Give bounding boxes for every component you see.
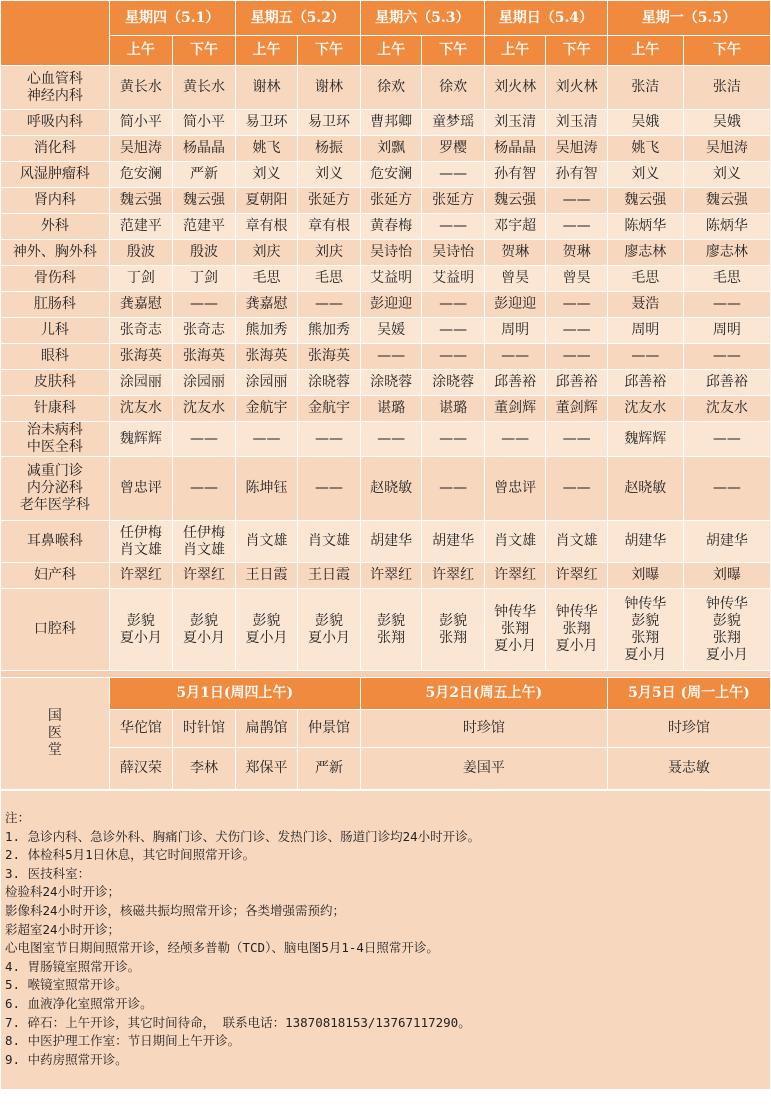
doctor-cell: 刘义 bbox=[607, 162, 683, 188]
doctor-cell: 曾忠评 bbox=[484, 457, 546, 521]
doctor-cell: 涂晓蓉 bbox=[360, 370, 422, 396]
doctor-cell: 吴诗怡 bbox=[360, 240, 422, 266]
doctor-cell: 肖文雄 bbox=[484, 521, 546, 563]
doctor-cell: 许翠红 bbox=[109, 563, 173, 589]
doctor-cell: 魏云强 bbox=[109, 188, 173, 214]
notes-section bbox=[0, 790, 771, 1090]
guoyi-doctor: 聂志敏 bbox=[607, 748, 770, 790]
doctor-cell: 肖文雄 bbox=[298, 521, 361, 563]
doctor-cell: —— bbox=[683, 422, 770, 457]
doctor-cell: —— bbox=[546, 422, 608, 457]
guoyi-hall: 仲景馆 bbox=[298, 710, 361, 748]
doctor-cell: 危安澜 bbox=[109, 162, 173, 188]
guoyi-doctor: 李林 bbox=[173, 748, 236, 790]
guoyi-hall-row bbox=[1, 710, 771, 748]
pm-header: 下午 bbox=[683, 36, 770, 66]
doctor-cell: —— bbox=[360, 422, 422, 457]
doctor-cell: —— bbox=[422, 292, 485, 318]
doctor-cell: 张延方 bbox=[422, 188, 485, 214]
doctor-cell: 任伊梅 肖文雄 bbox=[109, 521, 173, 563]
doctor-cell: 刘玉清 bbox=[546, 110, 608, 136]
guoyi-doctor: 郑保平 bbox=[235, 748, 298, 790]
doctor-cell: 易卫环 bbox=[298, 110, 361, 136]
doctor-cell: 王日霞 bbox=[298, 563, 361, 589]
department-name: 消化科 bbox=[1, 136, 110, 162]
doctor-cell: 邱善裕 bbox=[607, 370, 683, 396]
pm-header: 下午 bbox=[173, 36, 236, 66]
day-header: 星期六（5.3） bbox=[360, 1, 484, 36]
doctor-cell: 涂晓蓉 bbox=[298, 370, 361, 396]
doctor-cell: 魏云强 bbox=[173, 188, 236, 214]
note-line: 彩超室24小时开诊； bbox=[5, 921, 121, 937]
table-row bbox=[1, 521, 771, 563]
doctor-cell: 丁剑 bbox=[109, 266, 173, 292]
doctor-cell: 王日霞 bbox=[235, 563, 298, 589]
am-header: 上午 bbox=[484, 36, 546, 66]
doctor-cell: 龚嘉慰 bbox=[109, 292, 173, 318]
doctor-cell: —— bbox=[546, 214, 608, 240]
doctor-cell: 胡建华 bbox=[422, 521, 485, 563]
doctor-cell: 陈炳华 bbox=[683, 214, 770, 240]
guoyi-header-row bbox=[1, 678, 771, 710]
department-name: 骨伤科 bbox=[1, 266, 110, 292]
doctor-cell: 丁剑 bbox=[173, 266, 236, 292]
doctor-cell: 彭迎迎 bbox=[360, 292, 422, 318]
doctor-cell: 肖文雄 bbox=[235, 521, 298, 563]
doctor-cell: 涂园丽 bbox=[235, 370, 298, 396]
doctor-cell: 张海英 bbox=[173, 344, 236, 370]
doctor-cell: 罗樱 bbox=[422, 136, 485, 162]
note-line: 心电图室节日期间照常开诊，经颅多普勒（TCD）、脑电图5月1-4日照常开诊。 bbox=[5, 940, 439, 956]
doctor-cell: 邱善裕 bbox=[484, 370, 546, 396]
doctor-cell: 张奇志 bbox=[109, 318, 173, 344]
department-name: 眼科 bbox=[1, 344, 110, 370]
pm-header: 下午 bbox=[298, 36, 361, 66]
doctor-cell: 钟传华 张翔 夏小月 bbox=[484, 589, 546, 671]
doctor-cell: 毛思 bbox=[235, 266, 298, 292]
doctor-cell: —— bbox=[173, 457, 236, 521]
spacer-row bbox=[1, 671, 771, 678]
doctor-cell: 沈友水 bbox=[109, 396, 173, 422]
doctor-cell: 谢林 bbox=[235, 66, 298, 110]
doctor-cell: —— bbox=[546, 188, 608, 214]
doctor-cell: 彭迎迎 bbox=[484, 292, 546, 318]
doctor-cell: 周明 bbox=[607, 318, 683, 344]
doctor-cell: 张海英 bbox=[298, 344, 361, 370]
doctor-cell: 曹邦卿 bbox=[360, 110, 422, 136]
doctor-cell: 张奇志 bbox=[173, 318, 236, 344]
doctor-cell: —— bbox=[422, 344, 485, 370]
doctor-cell: 彭貌 夏小月 bbox=[298, 589, 361, 671]
doctor-cell: 熊加秀 bbox=[298, 318, 361, 344]
pm-header: 下午 bbox=[422, 36, 485, 66]
session-header-row bbox=[1, 36, 771, 66]
doctor-cell: —— bbox=[173, 292, 236, 318]
doctor-cell: 董剑辉 bbox=[546, 396, 608, 422]
doctor-cell: 魏云强 bbox=[607, 188, 683, 214]
department-name: 口腔科 bbox=[1, 589, 110, 671]
doctor-cell: 赵晓敏 bbox=[607, 457, 683, 521]
guoyi-title: 国 医 堂 bbox=[1, 678, 110, 790]
doctor-cell: 章有根 bbox=[298, 214, 361, 240]
corner-cell bbox=[1, 1, 110, 66]
doctor-cell: —— bbox=[235, 422, 298, 457]
doctor-cell: 曾昊 bbox=[546, 266, 608, 292]
department-name: 神外、胸外科 bbox=[1, 240, 110, 266]
note-line: 7. 碎石：上午开诊，其它时间待命， 联系电话：13870818153/13767117290。 bbox=[5, 1014, 471, 1030]
doctor-cell: 徐欢 bbox=[422, 66, 485, 110]
table-row bbox=[1, 563, 771, 589]
doctor-cell: 许翠红 bbox=[173, 563, 236, 589]
doctor-cell: 刘曝 bbox=[683, 563, 770, 589]
doctor-cell: 吴旭涛 bbox=[683, 136, 770, 162]
doctor-cell: 刘义 bbox=[298, 162, 361, 188]
doctor-cell: 童梦瑶 bbox=[422, 110, 485, 136]
doctor-cell: 魏辉辉 bbox=[109, 422, 173, 457]
doctor-cell: 胡建华 bbox=[683, 521, 770, 563]
note-line: 5. 喉镜室照常开诊。 bbox=[5, 977, 128, 993]
day-header: 星期五（5.2） bbox=[235, 1, 360, 36]
doctor-cell: 贺琳 bbox=[484, 240, 546, 266]
note-line: 8. 中医护理工作室：节日期间上午开诊。 bbox=[5, 1033, 241, 1049]
doctor-cell: 彭貌 夏小月 bbox=[173, 589, 236, 671]
doctor-cell: —— bbox=[298, 457, 361, 521]
doctor-cell: 夏朝阳 bbox=[235, 188, 298, 214]
doctor-cell: —— bbox=[422, 162, 485, 188]
table-row bbox=[1, 292, 771, 318]
pm-header: 下午 bbox=[546, 36, 608, 66]
am-header: 上午 bbox=[360, 36, 422, 66]
doctor-cell: 谌璐 bbox=[360, 396, 422, 422]
doctor-cell: —— bbox=[546, 292, 608, 318]
doctor-cell: 艾益明 bbox=[422, 266, 485, 292]
doctor-cell: 谌璐 bbox=[422, 396, 485, 422]
doctor-cell: 孙有智 bbox=[546, 162, 608, 188]
table-row bbox=[1, 110, 771, 136]
doctor-cell: 聂浩 bbox=[607, 292, 683, 318]
am-header: 上午 bbox=[109, 36, 173, 66]
doctor-cell: —— bbox=[422, 457, 485, 521]
doctor-cell: 魏云强 bbox=[683, 188, 770, 214]
doctor-cell: 毛思 bbox=[607, 266, 683, 292]
doctor-cell: 黄长水 bbox=[173, 66, 236, 110]
doctor-cell: 谢林 bbox=[298, 66, 361, 110]
doctor-cell: 刘玉清 bbox=[484, 110, 546, 136]
doctor-cell: 杨晶晶 bbox=[484, 136, 546, 162]
doctor-cell: 肖文雄 bbox=[546, 521, 608, 563]
doctor-cell: 简小平 bbox=[173, 110, 236, 136]
doctor-cell: 贺琳 bbox=[546, 240, 608, 266]
guoyi-doctor: 薛汉荣 bbox=[109, 748, 173, 790]
table-row bbox=[1, 162, 771, 188]
table-row bbox=[1, 396, 771, 422]
doctor-cell: 黄春梅 bbox=[360, 214, 422, 240]
doctor-cell: 廖志林 bbox=[607, 240, 683, 266]
note-line: 1. 急诊内科、急诊外科、胸痛门诊、犬伤门诊、发热门诊、肠道门诊均24小时开诊。 bbox=[5, 828, 481, 844]
doctor-cell: 孙有智 bbox=[484, 162, 546, 188]
doctor-cell: 涂园丽 bbox=[109, 370, 173, 396]
doctor-cell: 张海英 bbox=[235, 344, 298, 370]
doctor-cell: 许翠红 bbox=[360, 563, 422, 589]
doctor-cell: 陈坤钰 bbox=[235, 457, 298, 521]
doctor-cell: 范建平 bbox=[109, 214, 173, 240]
table-row bbox=[1, 370, 771, 396]
doctor-cell: —— bbox=[607, 344, 683, 370]
am-header: 上午 bbox=[607, 36, 683, 66]
doctor-cell: 涂园丽 bbox=[173, 370, 236, 396]
table-row bbox=[1, 318, 771, 344]
doctor-cell: 许翠红 bbox=[422, 563, 485, 589]
doctor-cell: 龚嘉慰 bbox=[235, 292, 298, 318]
doctor-cell: 吴旭涛 bbox=[546, 136, 608, 162]
doctor-cell: 熊加秀 bbox=[235, 318, 298, 344]
doctor-cell: 赵晓敏 bbox=[360, 457, 422, 521]
doctor-cell: 金航宇 bbox=[298, 396, 361, 422]
doctor-cell: 简小平 bbox=[109, 110, 173, 136]
doctor-cell: 刘火林 bbox=[484, 66, 546, 110]
table-row bbox=[1, 214, 771, 240]
doctor-cell: —— bbox=[298, 292, 361, 318]
table-row bbox=[1, 266, 771, 292]
department-name: 肛肠科 bbox=[1, 292, 110, 318]
department-name: 减重门诊 内分泌科 老年医学科 bbox=[1, 457, 110, 521]
doctor-cell: 殷波 bbox=[109, 240, 173, 266]
doctor-cell: 沈友水 bbox=[683, 396, 770, 422]
doctor-cell: 任伊梅 肖文雄 bbox=[173, 521, 236, 563]
day-header: 星期日（5.4） bbox=[484, 1, 607, 36]
doctor-cell: 刘庆 bbox=[298, 240, 361, 266]
doctor-cell: 彭貌 张翔 bbox=[422, 589, 485, 671]
department-name: 肾内科 bbox=[1, 188, 110, 214]
doctor-cell: 范建平 bbox=[173, 214, 236, 240]
doctor-cell: 张洁 bbox=[683, 66, 770, 110]
table-row bbox=[1, 422, 771, 457]
doctor-cell: 吴媛 bbox=[360, 318, 422, 344]
note-line: 注： bbox=[5, 810, 31, 825]
doctor-cell: 周明 bbox=[683, 318, 770, 344]
doctor-cell: 沈友水 bbox=[173, 396, 236, 422]
department-name: 儿科 bbox=[1, 318, 110, 344]
doctor-cell: 严新 bbox=[173, 162, 236, 188]
day-header: 星期一（5.5） bbox=[607, 1, 770, 36]
guoyi-hall: 时针馆 bbox=[173, 710, 236, 748]
doctor-cell: 杨振 bbox=[298, 136, 361, 162]
department-name: 治未病科 中医全科 bbox=[1, 422, 110, 457]
doctor-cell: —— bbox=[683, 292, 770, 318]
doctor-cell: 沈友水 bbox=[607, 396, 683, 422]
department-name: 耳鼻喉科 bbox=[1, 521, 110, 563]
doctor-cell: 刘火林 bbox=[546, 66, 608, 110]
doctor-cell: 易卫环 bbox=[235, 110, 298, 136]
doctor-cell: —— bbox=[546, 344, 608, 370]
doctor-cell: 毛思 bbox=[298, 266, 361, 292]
note-line: 9. 中药房照常开诊。 bbox=[5, 1051, 128, 1067]
doctor-cell: 吴娥 bbox=[683, 110, 770, 136]
note-line: 影像科24小时开诊，核磁共振均照常开诊；各类增强需预约； bbox=[5, 902, 346, 918]
doctor-cell: 邱善裕 bbox=[683, 370, 770, 396]
department-name: 妇产科 bbox=[1, 563, 110, 589]
doctor-cell: 张洁 bbox=[607, 66, 683, 110]
doctor-cell: 许翠红 bbox=[546, 563, 608, 589]
department-name: 风湿肿瘤科 bbox=[1, 162, 110, 188]
doctor-cell: —— bbox=[422, 422, 485, 457]
guoyi-date-header: 5月2日(周五上午) bbox=[360, 678, 607, 710]
doctor-cell: 杨晶晶 bbox=[173, 136, 236, 162]
doctor-cell: 吴旭涛 bbox=[109, 136, 173, 162]
day-header: 星期四（5.1） bbox=[109, 1, 235, 36]
doctor-cell: 彭貌 夏小月 bbox=[235, 589, 298, 671]
doctor-cell: 许翠红 bbox=[484, 563, 546, 589]
doctor-cell: 廖志林 bbox=[683, 240, 770, 266]
doctor-cell: —— bbox=[484, 422, 546, 457]
guoyi-hall: 扁鹊馆 bbox=[235, 710, 298, 748]
department-name: 心血管科 神经内科 bbox=[1, 66, 110, 110]
doctor-cell: 吴娥 bbox=[607, 110, 683, 136]
doctor-cell: 危安澜 bbox=[360, 162, 422, 188]
doctor-cell: 刘庆 bbox=[235, 240, 298, 266]
table-row bbox=[1, 66, 771, 110]
doctor-cell: 胡建华 bbox=[360, 521, 422, 563]
doctor-cell: —— bbox=[546, 318, 608, 344]
doctor-cell: 姚飞 bbox=[607, 136, 683, 162]
table-row bbox=[1, 457, 771, 521]
table-row bbox=[1, 136, 771, 162]
doctor-cell: —— bbox=[683, 457, 770, 521]
guoyi-doctor-row bbox=[1, 748, 771, 790]
doctor-cell: 周明 bbox=[484, 318, 546, 344]
doctor-cell: 钟传华 张翔 夏小月 bbox=[546, 589, 608, 671]
table-row bbox=[1, 344, 771, 370]
doctor-cell: 钟传华 彭貌 张翔 夏小月 bbox=[683, 589, 770, 671]
doctor-cell: 张延方 bbox=[298, 188, 361, 214]
doctor-cell: 姚飞 bbox=[235, 136, 298, 162]
table-row bbox=[1, 589, 771, 671]
doctor-cell: —— bbox=[173, 422, 236, 457]
doctor-cell: 彭貌 夏小月 bbox=[109, 589, 173, 671]
doctor-cell: 艾益明 bbox=[360, 266, 422, 292]
department-name: 皮肤科 bbox=[1, 370, 110, 396]
guoyi-hall: 华佗馆 bbox=[109, 710, 173, 748]
doctor-cell: 毛思 bbox=[683, 266, 770, 292]
doctor-cell: 金航宇 bbox=[235, 396, 298, 422]
doctor-cell: 曾昊 bbox=[484, 266, 546, 292]
doctor-cell: —— bbox=[683, 344, 770, 370]
table-row bbox=[1, 188, 771, 214]
doctor-cell: 邓宇超 bbox=[484, 214, 546, 240]
doctor-cell: 陈炳华 bbox=[607, 214, 683, 240]
doctor-cell: 曾忠评 bbox=[109, 457, 173, 521]
doctor-cell: 邱善裕 bbox=[546, 370, 608, 396]
am-header: 上午 bbox=[235, 36, 298, 66]
doctor-cell: 张海英 bbox=[109, 344, 173, 370]
doctor-cell: 刘曝 bbox=[607, 563, 683, 589]
doctor-cell: 魏辉辉 bbox=[607, 422, 683, 457]
note-line: 2. 体检科5月1日休息，其它时间照常开诊。 bbox=[5, 847, 256, 863]
table-row bbox=[1, 240, 771, 266]
doctor-cell: 张延方 bbox=[360, 188, 422, 214]
doctor-cell: —— bbox=[484, 344, 546, 370]
guoyi-hall: 时珍馆 bbox=[607, 710, 770, 748]
guoyi-doctor: 严新 bbox=[298, 748, 361, 790]
department-name: 外科 bbox=[1, 214, 110, 240]
guoyi-hall: 时珍馆 bbox=[360, 710, 607, 748]
day-header-row bbox=[1, 1, 771, 36]
note-line: 6. 血液净化室照常开诊。 bbox=[5, 995, 153, 1011]
doctor-cell: 徐欢 bbox=[360, 66, 422, 110]
note-line: 4. 胃肠镜室照常开诊。 bbox=[5, 958, 141, 974]
guoyi-date-header: 5月5日 (周一上午) bbox=[607, 678, 770, 710]
note-line: 检验科24小时开诊； bbox=[5, 884, 121, 900]
doctor-cell: 吴诗怡 bbox=[422, 240, 485, 266]
doctor-cell: 胡建华 bbox=[607, 521, 683, 563]
department-name: 针康科 bbox=[1, 396, 110, 422]
doctor-cell: 彭貌 张翔 bbox=[360, 589, 422, 671]
doctor-cell: 钟传华 彭貌 张翔 夏小月 bbox=[607, 589, 683, 671]
doctor-cell: 董剑辉 bbox=[484, 396, 546, 422]
guoyi-doctor: 姜国平 bbox=[360, 748, 607, 790]
department-name: 呼吸内科 bbox=[1, 110, 110, 136]
doctor-cell: 魏云强 bbox=[484, 188, 546, 214]
doctor-cell: 黄长水 bbox=[109, 66, 173, 110]
doctor-cell: —— bbox=[298, 422, 361, 457]
doctor-cell: 涂晓蓉 bbox=[422, 370, 485, 396]
doctor-cell: —— bbox=[546, 457, 608, 521]
doctor-cell: 刘义 bbox=[683, 162, 770, 188]
doctor-cell: 刘飘 bbox=[360, 136, 422, 162]
doctor-cell: —— bbox=[360, 344, 422, 370]
doctor-cell: —— bbox=[422, 214, 485, 240]
note-line: 3. 医技科室： bbox=[5, 865, 91, 881]
doctor-cell: 刘义 bbox=[235, 162, 298, 188]
doctor-cell: 殷波 bbox=[173, 240, 236, 266]
doctor-cell: 章有根 bbox=[235, 214, 298, 240]
guoyi-date-header: 5月1日(周四上午) bbox=[109, 678, 360, 710]
doctor-cell: —— bbox=[422, 318, 485, 344]
